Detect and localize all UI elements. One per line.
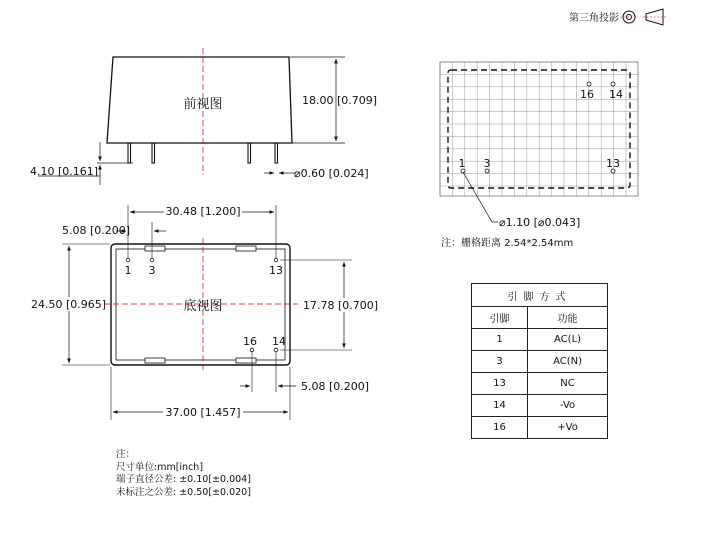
table-row [472, 351, 608, 373]
table-row [472, 417, 608, 439]
pin-function: AC(N) [528, 351, 608, 373]
grid-hole-dim: ⌀1.10 [⌀0.043] [499, 216, 581, 229]
pin-function: AC(L) [528, 329, 608, 351]
bottom-view-title: 底视图 [183, 299, 223, 314]
notes [116, 449, 251, 499]
table-row [472, 329, 608, 351]
notes-line-pin-tolerance: 端子直径公差: ±0.10[±0.004] [116, 474, 251, 485]
bottom-pin-offset-top-dim: 5.08 [0.200] [62, 224, 131, 237]
bottom-pin-label-13: 13 [269, 264, 283, 277]
bottom-pin-label-16: 16 [243, 335, 257, 348]
grid-pin-label-13: 13 [606, 157, 620, 170]
pin-number: 1 [472, 329, 528, 351]
bottom-pin-label-3: 3 [148, 264, 156, 277]
grid-pin-label-16: 16 [580, 88, 594, 101]
pin-function: -Vo [528, 395, 608, 417]
projection-symbol [569, 9, 666, 25]
table-row [472, 373, 608, 395]
pin-function-table [471, 283, 608, 439]
third-angle-projection-icon [620, 9, 666, 25]
bottom-pin-label-14: 14 [272, 335, 286, 348]
front-view [30, 48, 377, 185]
pin-number: 16 [472, 417, 528, 439]
notes-heading: 注： [116, 449, 136, 460]
grid-lines [440, 62, 638, 196]
bottom-pin-span-dim: 30.48 [1.200] [165, 205, 241, 218]
grid-pin-label-1: 1 [458, 157, 466, 170]
bottom-view [30, 204, 378, 420]
pin-table-header-pin: 引脚 [472, 307, 528, 329]
pin-number: 14 [472, 395, 528, 417]
front-pin-length-dim: 4.10 [0.161] [30, 165, 99, 178]
pcb-grid [440, 62, 638, 249]
notes-line-general-tolerance: 未标注之公差: ±0.50[±0.020] [116, 486, 251, 498]
grid-pin-label-14: 14 [609, 88, 623, 101]
bottom-height-dim: 24.50 [0.965] [31, 298, 107, 311]
front-view-title: 前视图 [183, 97, 223, 112]
pin-function: +Vo [528, 417, 608, 439]
front-pin-dia-dim: ⌀0.60 [0.024] [294, 167, 369, 180]
projection-label: 第三角投影 [569, 13, 619, 24]
table-row [472, 395, 608, 417]
bottom-pin-row-dim: 17.78 [0.700] [303, 299, 379, 312]
pin-function: NC [528, 373, 608, 395]
front-height-dim: 18.00 [0.709] [302, 94, 378, 107]
pin-table-header-function: 功能 [528, 307, 608, 329]
grid-spacing-note: 注：栅格距离 2.54*2.54mm [441, 238, 574, 249]
pin-number: 13 [472, 373, 528, 395]
pin-number: 3 [472, 351, 528, 373]
bottom-width-dim: 37.00 [1.457] [165, 406, 241, 419]
bottom-pin-offset-bottom-dim: 5.08 [0.200] [301, 380, 370, 393]
bottom-pin-label-1: 1 [124, 264, 132, 277]
notes-line-units: 尺寸单位:mm[inch] [116, 461, 204, 473]
grid-pin-label-3: 3 [483, 157, 491, 170]
pin-table-caption: 引脚方式 [472, 284, 608, 307]
